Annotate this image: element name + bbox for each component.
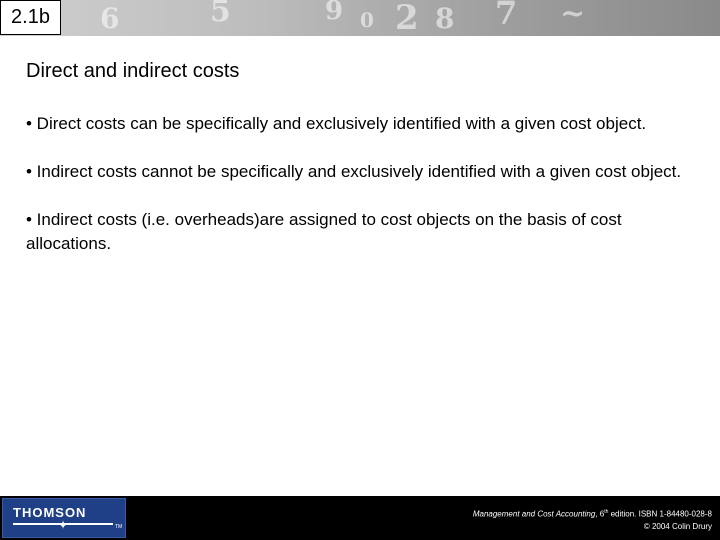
footer-bar	[0, 496, 720, 540]
star-icon: ✦	[58, 518, 69, 532]
bullet-item: • Indirect costs cannot be specifically and exclusively identified with a given cost object.	[26, 162, 682, 181]
banner-digit: 5	[210, 0, 231, 29]
logo-trademark: TM	[115, 524, 123, 530]
banner-digit: ~	[560, 0, 586, 31]
copyright-line: © 2004 Colin Drury	[643, 521, 712, 531]
footer-citation-line	[473, 506, 712, 521]
bullet-item: • Direct costs can be specifically and exclusively identified with a given cost object.	[26, 114, 647, 133]
bullet-list	[26, 112, 696, 280]
banner-digit: 0	[360, 8, 374, 32]
book-title: Management and Cost Accounting	[472, 509, 596, 519]
logo-text: THOMSON	[13, 505, 87, 520]
thomson-logo	[2, 498, 126, 538]
footer-credit	[473, 506, 712, 533]
banner-digit: 2	[395, 0, 419, 36]
edition-suffix: th	[604, 509, 609, 515]
slide-title: Direct and indirect costs	[26, 60, 240, 82]
edition-isbn: edition. ISBN 1-84480-028-8	[608, 509, 712, 519]
banner-digit: 8	[435, 2, 455, 35]
edition-number: , 6	[595, 509, 605, 519]
slide-number: 2.1b	[0, 0, 61, 35]
bullet-item: • Indirect costs (i.e. overheads)are assigned to cost objects on the basis of cost allocations.	[26, 210, 622, 253]
banner-digit: 6	[100, 2, 120, 35]
header-banner	[0, 0, 720, 36]
banner-digit: 7	[495, 0, 518, 32]
banner-digit: 9	[325, 0, 344, 26]
